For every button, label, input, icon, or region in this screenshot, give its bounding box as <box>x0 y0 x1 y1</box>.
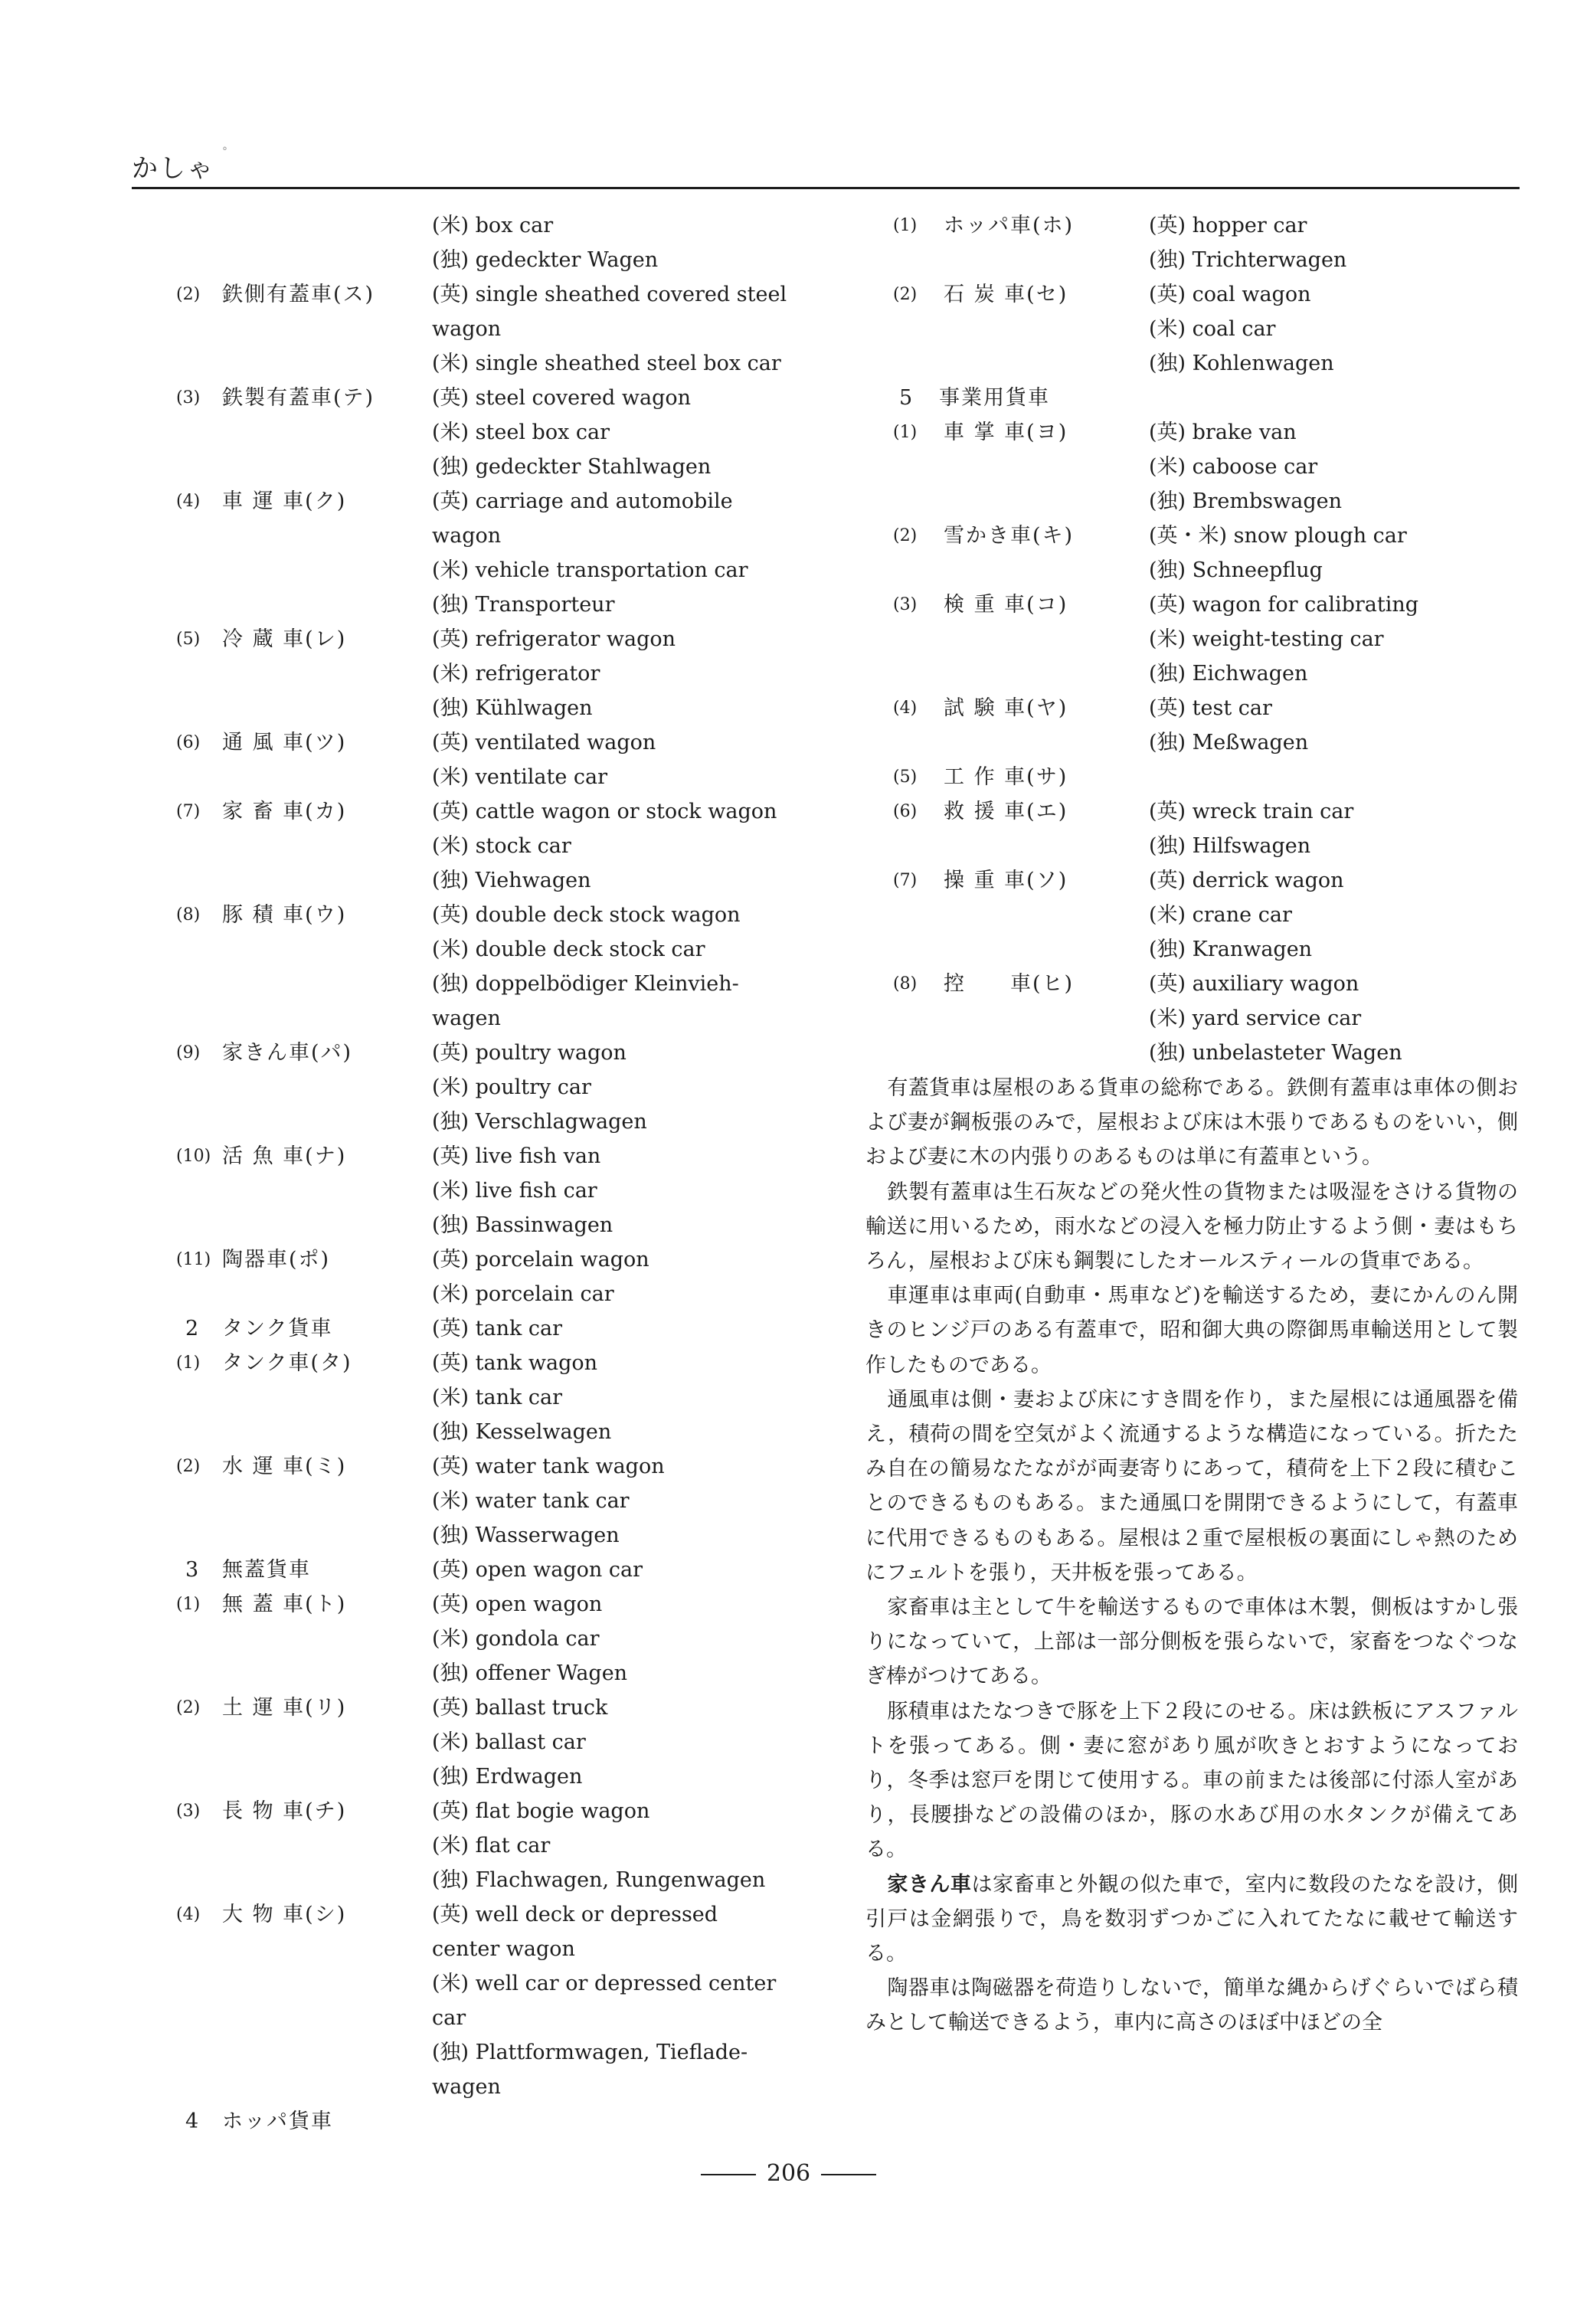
term-entry <box>132 1691 821 1794</box>
paragraph <box>865 1175 1518 1279</box>
term-line <box>865 243 1524 277</box>
translation: (米) gondola car <box>432 1627 600 1651</box>
term-entry <box>132 2104 821 2139</box>
term-entry <box>132 1449 821 1553</box>
translation: (米) refrigerator <box>432 662 600 686</box>
translation: (米) stock car <box>432 834 571 858</box>
section-title: タンク貨車 <box>222 1317 333 1340</box>
translation: (独) Bassinwagen <box>432 1213 613 1237</box>
term-line <box>132 381 821 415</box>
term-line <box>865 932 1524 967</box>
japanese-term: 大 物 車(シ) <box>222 1903 347 1926</box>
term-entry <box>132 1587 821 1691</box>
translation: (独) Eichwagen <box>1149 662 1308 686</box>
entry-number: (8) <box>893 974 918 993</box>
term-line <box>132 1208 821 1242</box>
term-line <box>132 691 821 725</box>
entry-number: (4) <box>176 1905 201 1924</box>
translation: (英) double deck stock wagon <box>432 903 741 927</box>
translation: (英) well deck or depressed <box>432 1903 718 1926</box>
term-line <box>132 553 821 588</box>
term-entry <box>132 1553 821 1587</box>
term-line <box>132 1484 821 1518</box>
term-line <box>132 588 821 622</box>
term-line <box>132 1932 821 1966</box>
entry-number: (2) <box>893 285 918 304</box>
term-line <box>132 967 821 1001</box>
term-line <box>865 622 1524 656</box>
translation: (米) flat car <box>432 1834 551 1858</box>
paragraph <box>865 1867 1518 1972</box>
japanese-term: 操 重 車(ソ) <box>944 869 1068 892</box>
translation: (独) Meßwagen <box>1149 731 1309 754</box>
translation: (米) yard service car <box>1149 1007 1362 1030</box>
term-entry <box>132 725 821 794</box>
term-line <box>132 484 821 519</box>
translation: (米) double deck stock car <box>432 938 705 961</box>
translation: (独) Erdwagen <box>432 1765 583 1789</box>
translation: (米) porcelain car <box>432 1282 614 1306</box>
translation: (独) Viehwagen <box>432 869 591 892</box>
term-line <box>132 519 821 553</box>
translation: (独) Hilfswagen <box>1149 834 1311 858</box>
entry-number: (6) <box>176 733 201 752</box>
page-header: かしゃ <box>132 153 214 184</box>
translation: (独) Brembswagen <box>1149 489 1342 513</box>
term-line <box>132 725 821 760</box>
paragraph-text: 通風車は側・妻および床にすき間を作り，また屋根には通風器を備え，積荷の間を空気がよく流通するような構造になっている。折たたみ自在の簡易なたながが両妻寄りにあって，積荷を上下２段に積むことのできるものもある。また通風口を開閉できるようにして，有蓋車に代用できるものもある。屋根は２重で屋根板の裏面にしゃ熱のためにフェルトを張り，天井板を張ってある。 <box>865 1387 1518 1585</box>
entry-number: (6) <box>893 802 918 821</box>
translation: (独) unbelasteter Wagen <box>1149 1041 1402 1065</box>
term-line <box>132 346 821 381</box>
entry-number: (2) <box>893 526 918 545</box>
term-line <box>132 1691 821 1725</box>
translation: (英) flat bogie wagon <box>432 1799 650 1823</box>
translation: (独) Plattformwagen, Tieflade- <box>432 2041 748 2064</box>
translation: (英) tank car <box>432 1317 563 1340</box>
term-entry <box>132 1897 821 2104</box>
paragraph-text: 有蓋貨車は屋根のある貨車の総称である。鉄側有蓋車は車体の側および妻が鋼板張のみで，屋根および床は木張りであるものをいい，側および妻に木の内張りのあるものは単に有蓋車という。 <box>865 1076 1518 1170</box>
entry-number: (1) <box>176 1353 201 1373</box>
japanese-term: 豚 積 車(ウ) <box>222 903 347 927</box>
term-line <box>865 967 1524 1001</box>
term-line <box>132 1828 821 1863</box>
footer-dash-right <box>821 2174 876 2175</box>
term-line <box>132 1794 821 1828</box>
term-line <box>865 725 1524 760</box>
term-entry <box>132 381 821 484</box>
paragraph-text: 陶器車は陶磁器を荷造りしないで，簡単な縄からげぐらいでばら積みとして輸送できるよう，車内に高さのほぼ中ほどの全 <box>865 1976 1518 2035</box>
paragraph <box>865 1383 1518 1590</box>
japanese-term: 通 風 車(ツ) <box>222 731 347 754</box>
translation: (英) refrigerator wagon <box>432 627 676 651</box>
japanese-term: 雪かき車(キ) <box>944 524 1075 548</box>
paragraph <box>865 1971 1518 2040</box>
japanese-term: 無 蓋 車(ト) <box>222 1592 347 1616</box>
term-line <box>132 863 821 898</box>
term-entry <box>132 794 821 898</box>
japanese-term: 試 験 車(ヤ) <box>944 696 1068 720</box>
translation: (英) test car <box>1149 696 1272 720</box>
paragraph-text: 鉄製有蓋車は生石灰などの発火性の貨物または吸湿をさける貨物の輸送に用いるため，雨水などの浸入を極力防止するよう側・妻はもちろん，屋根および床も鋼製にしたオールスティールの貨車である。 <box>865 1180 1518 1274</box>
translation: (独) Kesselwagen <box>432 1420 612 1444</box>
term-line <box>132 277 821 312</box>
entry-number: (2) <box>176 1698 201 1717</box>
term-line <box>865 829 1524 863</box>
entry-number: (3) <box>176 1802 201 1821</box>
entry-number: (5) <box>176 630 201 649</box>
term-entry <box>865 794 1524 863</box>
term-line <box>132 1277 821 1311</box>
term-entry <box>132 622 821 725</box>
translation: (独) Kühlwagen <box>432 696 593 720</box>
term-line <box>132 1139 821 1173</box>
term-entry <box>132 1311 821 1346</box>
term-line <box>865 208 1524 243</box>
term-line <box>865 1036 1524 1070</box>
term-line <box>132 622 821 656</box>
entry-number: (1) <box>893 216 918 235</box>
translation: (独) doppelbödiger Kleinvieh- <box>432 972 739 996</box>
japanese-term: 車 掌 車(ヨ) <box>944 421 1068 444</box>
entry-number: (10) <box>176 1147 211 1166</box>
japanese-term: 鉄製有蓋車(テ) <box>222 386 375 410</box>
translation: (英) wagon for calibrating <box>1149 593 1419 617</box>
term-entry <box>132 277 821 381</box>
term-line <box>865 898 1524 932</box>
translation: (米) single sheathed steel box car <box>432 352 781 375</box>
term-line <box>865 691 1524 725</box>
term-line <box>132 1173 821 1208</box>
term-entry <box>865 208 1524 277</box>
entry-number: (8) <box>176 905 201 925</box>
term-line <box>132 794 821 829</box>
term-line <box>132 1105 821 1139</box>
entry-number: (4) <box>176 492 201 511</box>
japanese-term: 石 炭 車(セ) <box>944 283 1068 306</box>
term-line <box>132 1415 821 1449</box>
translation: (米) caboose car <box>1149 455 1318 479</box>
entry-number: (3) <box>176 388 201 408</box>
translation: (英) cattle wagon or stock wagon <box>432 800 777 823</box>
paragraph-text: は家畜車と外観の似た車で，室内に数段のたなを設け，側引戸は金網張りで，鳥を数羽ずつかごに入れてたなに載せて輸送する。 <box>865 1872 1518 1966</box>
translation: (英・米) snow plough car <box>1149 524 1407 548</box>
japanese-term: 土 運 車(リ) <box>222 1696 347 1720</box>
term-line <box>865 381 1524 415</box>
term-line <box>132 1553 821 1587</box>
term-line <box>865 794 1524 829</box>
translation: (英) ventilated wagon <box>432 731 656 754</box>
translation: (独) Transporteur <box>432 593 615 617</box>
translation: (独) offener Wagen <box>432 1661 628 1685</box>
translation: (英) live fish van <box>432 1144 601 1168</box>
term-line <box>132 1070 821 1105</box>
translation: (独) Wasserwagen <box>432 1524 620 1547</box>
translation: (英) porcelain wagon <box>432 1248 649 1272</box>
translation: (独) Kohlenwagen <box>1149 352 1334 375</box>
japanese-term: 検 重 車(コ) <box>944 593 1068 617</box>
term-line <box>132 1242 821 1277</box>
paragraph-text: 車運車は車両(自動車・馬車など)を輸送するため，妻にかんのん開きのヒンジ戸のある有蓋車で，昭和御大典の際御馬車輸送用として製作したものである。 <box>865 1284 1518 1377</box>
translation: (英) poultry wagon <box>432 1041 627 1065</box>
term-line <box>865 588 1524 622</box>
japanese-term: 陶器車(ポ) <box>222 1248 331 1272</box>
section-number: 5 <box>899 386 913 410</box>
section-number: 2 <box>185 1317 199 1340</box>
translation: (独) Schneepflug <box>1149 558 1323 582</box>
translation: (英) ballast truck <box>432 1696 608 1720</box>
term-entry <box>132 898 821 1036</box>
term-line <box>132 243 821 277</box>
paragraph <box>865 1278 1518 1383</box>
translation: (英) auxiliary wagon <box>1149 972 1359 996</box>
term-entry <box>865 277 1524 381</box>
paragraph-text: 家畜車は主として牛を輸送するもので車体は木製，側板はすかし張りになっていて，上部は一部分側板を張らないで，家畜をつなぐつなぎ棒がつけてある。 <box>865 1596 1518 1689</box>
term-line <box>132 1036 821 1070</box>
page-number: 206 <box>766 2160 811 2187</box>
margin-mark: ° <box>222 146 227 158</box>
term-entry <box>865 588 1524 691</box>
translation-continuation: wagon <box>432 524 502 548</box>
translation: (独) gedeckter Stahlwagen <box>432 455 712 479</box>
term-entry <box>865 967 1524 1070</box>
entry-number: (11) <box>176 1250 211 1269</box>
translation: (独) Flachwagen, Rungenwagen <box>432 1868 766 1892</box>
term-line <box>865 656 1524 691</box>
translation: (英) steel covered wagon <box>432 386 692 410</box>
term-entry <box>865 415 1524 519</box>
entry-number: (4) <box>893 699 918 718</box>
translation: (米) coal car <box>1149 317 1276 341</box>
term-entry <box>132 208 821 277</box>
footer-dash-left <box>701 2174 756 2175</box>
term-line <box>132 1346 821 1380</box>
term-line <box>132 2104 821 2139</box>
term-line <box>132 1725 821 1759</box>
right-column <box>865 208 1524 1070</box>
term-line <box>132 1966 821 2001</box>
translation: (英) water tank wagon <box>432 1455 665 1478</box>
translation: (英) open wagon <box>432 1592 603 1616</box>
translation: (米) well car or depressed center <box>432 1972 777 1995</box>
term-line <box>132 450 821 484</box>
term-line <box>132 656 821 691</box>
japanese-term: 鉄側有蓋車(ス) <box>222 283 375 306</box>
entry-number: (2) <box>176 1457 201 1476</box>
term-line <box>132 1622 821 1656</box>
translation: (独) gedeckter Wagen <box>432 248 659 272</box>
entry-number: (3) <box>893 595 918 614</box>
term-line <box>132 2070 821 2104</box>
term-line <box>865 450 1524 484</box>
translation: (米) poultry car <box>432 1075 591 1099</box>
term-line <box>132 932 821 967</box>
japanese-term: 家きん車(パ) <box>222 1041 353 1065</box>
term-line <box>132 208 821 243</box>
translation: (米) vehicle transportation car <box>432 558 748 582</box>
translation-continuation: car <box>432 2006 466 2030</box>
section-number: 3 <box>185 1558 199 1582</box>
term-line <box>132 1759 821 1794</box>
term-entry <box>132 1346 821 1449</box>
left-column <box>132 208 821 2139</box>
japanese-term: 救 援 車(エ) <box>944 800 1068 823</box>
translation: (英) open wagon car <box>432 1558 643 1582</box>
term-entry <box>132 1036 821 1139</box>
entry-number: (2) <box>176 285 201 304</box>
term-line <box>132 1518 821 1553</box>
term-line <box>865 312 1524 346</box>
translation: (英) single sheathed covered steel <box>432 283 787 306</box>
term-line <box>132 1863 821 1897</box>
section-number: 4 <box>185 2110 199 2133</box>
term-line <box>132 1380 821 1415</box>
term-line <box>132 829 821 863</box>
translation: (英) brake van <box>1149 421 1297 444</box>
translation: (米) tank car <box>432 1386 563 1409</box>
term-line <box>865 760 1524 794</box>
term-line <box>132 1656 821 1691</box>
term-entry <box>865 760 1524 794</box>
term-entry <box>865 381 1524 415</box>
translation: (米) steel box car <box>432 421 610 444</box>
entry-number: (1) <box>176 1595 201 1614</box>
bold-term: 家きん車 <box>887 1872 972 1897</box>
term-line <box>865 277 1524 312</box>
translation: (米) water tank car <box>432 1489 630 1513</box>
term-entry <box>132 1139 821 1242</box>
translation: (米) ventilate car <box>432 765 608 789</box>
term-line <box>865 519 1524 553</box>
term-entry <box>865 691 1524 760</box>
paragraph <box>865 1590 1518 1694</box>
term-line <box>132 1587 821 1622</box>
translation: (独) Kranwagen <box>1149 938 1313 961</box>
translation-continuation: wagen <box>432 2075 501 2099</box>
term-line <box>865 346 1524 381</box>
term-line <box>132 2001 821 2035</box>
term-entry <box>132 1242 821 1311</box>
translation: (英) coal wagon <box>1149 283 1311 306</box>
translation-continuation: wagen <box>432 1007 501 1030</box>
japanese-term: 活 魚 車(ナ) <box>222 1144 347 1168</box>
term-line <box>132 1449 821 1484</box>
entry-number: (1) <box>893 423 918 442</box>
section-title: 事業用貨車 <box>939 386 1050 410</box>
translation: (独) Verschlagwagen <box>432 1110 647 1134</box>
paragraph <box>865 1071 1518 1175</box>
japanese-term: 長 物 車(チ) <box>222 1799 347 1823</box>
term-line <box>132 760 821 794</box>
japanese-term: 水 運 車(ミ) <box>222 1455 347 1478</box>
term-line <box>132 312 821 346</box>
japanese-term: 車 運 車(ク) <box>222 489 347 513</box>
entry-number: (5) <box>893 768 918 787</box>
japanese-term: 冷 蔵 車(レ) <box>222 627 347 651</box>
translation: (米) weight-testing car <box>1149 627 1384 651</box>
translation: (英) derrick wagon <box>1149 869 1344 892</box>
japanese-term: ホッパ車(ホ) <box>944 214 1075 237</box>
entry-number: (9) <box>176 1043 201 1062</box>
translation: (米) ballast car <box>432 1730 586 1754</box>
translation: (英) wreck train car <box>1149 800 1354 823</box>
term-entry <box>132 484 821 622</box>
translation: (米) crane car <box>1149 903 1292 927</box>
translation-continuation: center wagon <box>432 1937 575 1961</box>
term-line <box>865 863 1524 898</box>
translation-continuation: wagon <box>432 317 502 341</box>
term-entry <box>132 1794 821 1897</box>
term-line <box>132 1311 821 1346</box>
term-line <box>865 484 1524 519</box>
term-line <box>132 1001 821 1036</box>
term-line <box>132 415 821 450</box>
term-line <box>132 898 821 932</box>
term-line <box>865 415 1524 450</box>
entry-number: (7) <box>893 871 918 890</box>
term-line <box>865 1001 1524 1036</box>
paragraph <box>865 1694 1518 1867</box>
japanese-term: 控 車(ヒ) <box>944 972 1075 996</box>
term-line <box>132 2035 821 2070</box>
section-title: 無蓋貨車 <box>222 1558 311 1582</box>
japanese-term: 家 畜 車(カ) <box>222 800 347 823</box>
header-rule <box>132 187 1520 189</box>
translation: (独) Trichterwagen <box>1149 248 1347 272</box>
japanese-term: 工 作 車(サ) <box>944 765 1068 789</box>
translation: (米) box car <box>432 214 554 237</box>
translation: (米) live fish car <box>432 1179 597 1203</box>
translation: (英) carriage and automobile <box>432 489 733 513</box>
term-line <box>865 553 1524 588</box>
term-entry <box>865 519 1524 588</box>
paragraph-text: 豚積車はたなつきで豚を上下２段にのせる。床は鉄板にアスファルトを張ってある。側・妻に窓があり風が吹きとおすようになっており，冬季は窓戸を閉じて使用する。車の前または後部に付添人室があり，長腰掛などの設備のほか，豚の水あび用の水タンクが備えてある。 <box>865 1699 1518 1862</box>
japanese-term: タンク車(タ) <box>222 1351 352 1375</box>
description-text <box>865 1071 1518 2041</box>
section-title: ホッパ貨車 <box>222 2110 333 2133</box>
translation: (英) hopper car <box>1149 214 1307 237</box>
entry-number: (7) <box>176 802 201 821</box>
page-footer <box>0 2160 1577 2187</box>
term-entry <box>865 863 1524 967</box>
translation: (英) tank wagon <box>432 1351 598 1375</box>
term-line <box>132 1897 821 1932</box>
